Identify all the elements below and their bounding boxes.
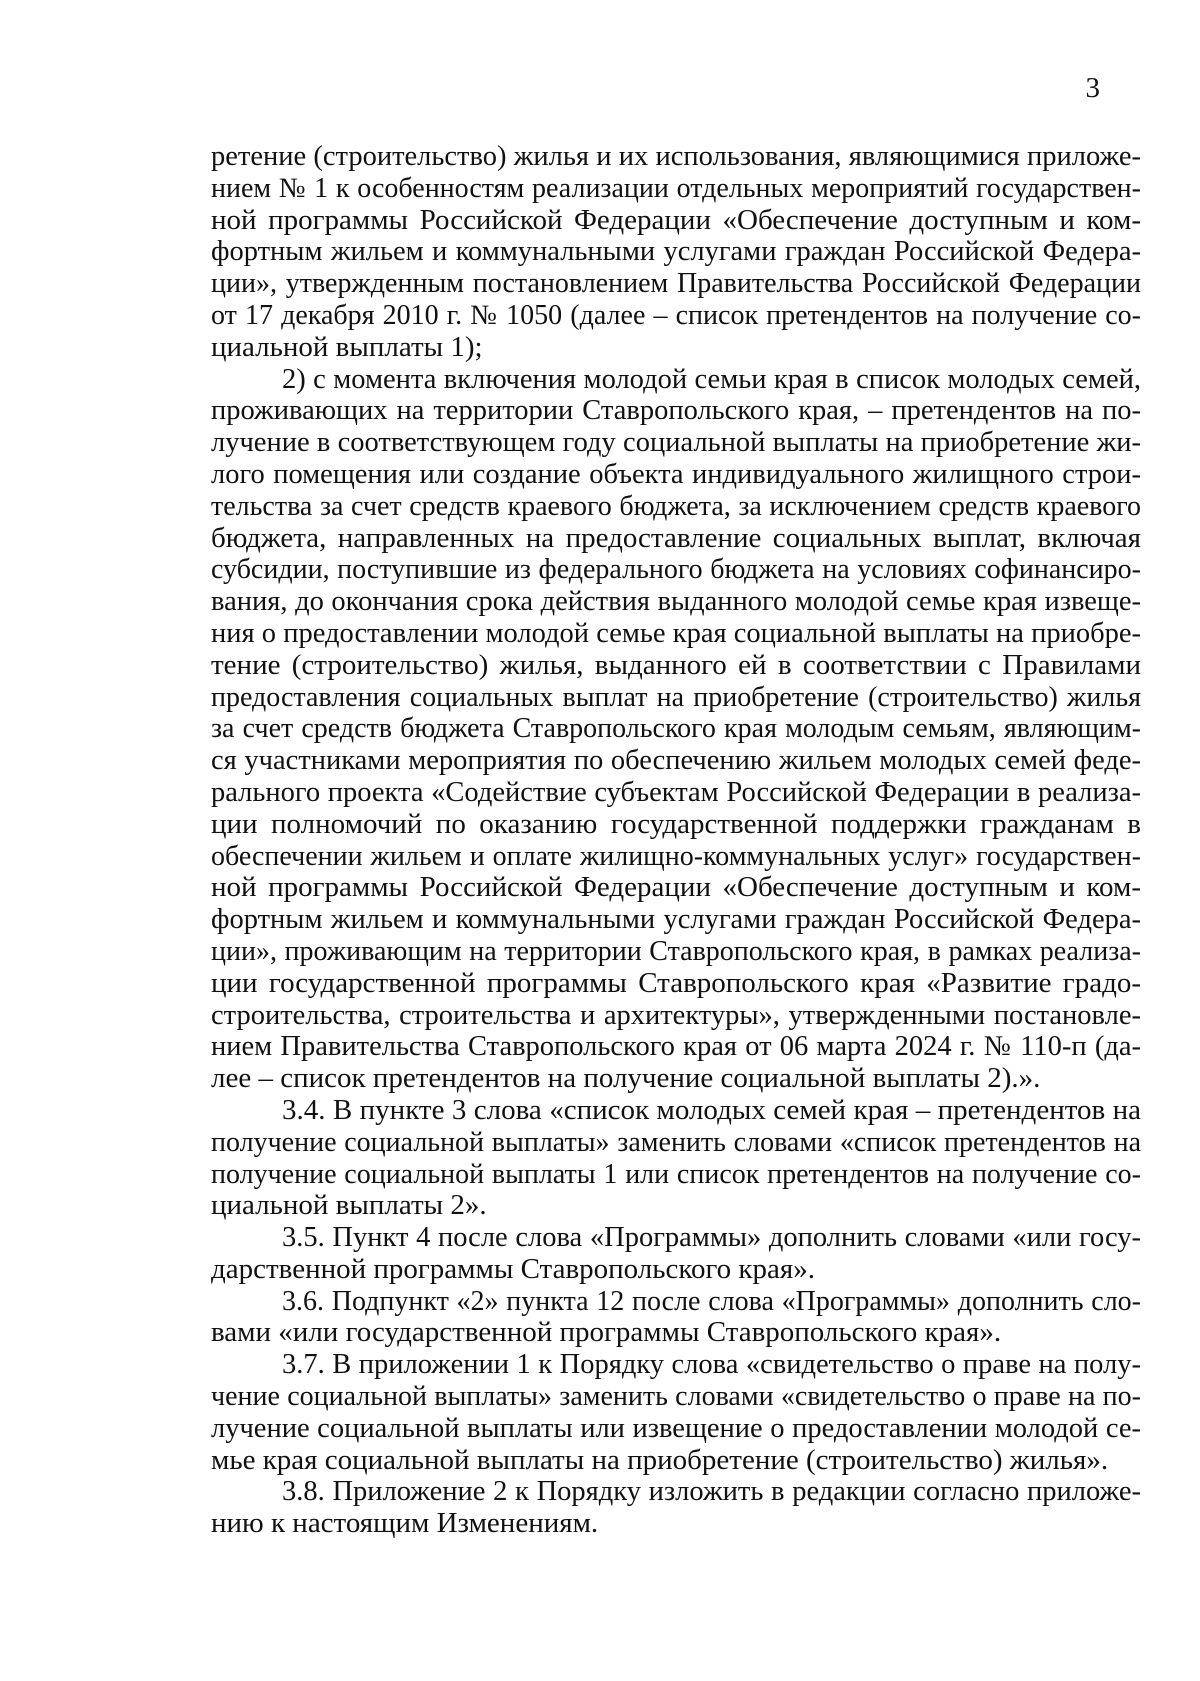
text-line: 3.7. В приложении 1 к Порядку слова «свидетельство о праве на полу- xyxy=(282,1349,1141,1381)
text-line: нием Правительства Ставропольского края от 06 марта 2024 г. № 110-п (да- xyxy=(211,1031,1141,1063)
text-line: ной программы Российской Федерации «Обеспечение доступным и ком- xyxy=(211,204,1141,236)
text-line: строительства, строительства и архитектуры», утвержденными постановле- xyxy=(211,999,1141,1031)
text-line: ной программы Российской Федерации «Обеспечение доступным и ком- xyxy=(211,872,1141,904)
text-line: фортным жильем и коммунальными услугами граждан Российской Федера- xyxy=(211,904,1141,936)
text-line: мье края социальной выплаты на приобретение (строительство) жилья». xyxy=(211,1444,1109,1476)
text-line: проживающих на территории Ставропольского края, – претендентов на по- xyxy=(211,395,1141,427)
text-line: 3.5. Пункт 4 после слова «Программы» дополнить словами «или госу- xyxy=(282,1222,1141,1254)
text-line: ся участниками мероприятия по обеспечению жильем молодых семей феде- xyxy=(211,745,1141,777)
page-number: 3 xyxy=(1085,72,1100,104)
text-line: чение социальной выплаты» заменить словами «свидетельство о праве на по- xyxy=(211,1381,1141,1413)
text-line: вания, до окончания срока действия выданного молодой семье края извеще- xyxy=(211,586,1141,618)
text-line: циальной выплаты 2». xyxy=(211,1190,487,1222)
text-line: получение социальной выплаты» заменить словами «список претендентов на xyxy=(211,1126,1141,1158)
text-line: 3.4. В пункте 3 слова «список молодых семей края – претендентов на xyxy=(282,1094,1141,1126)
text-line: тельства за счет средств краевого бюджета, за исключением средств краевого xyxy=(211,490,1141,522)
text-line: лучение в соответствующем году социальной выплаты на приобретение жи- xyxy=(211,427,1141,459)
text-line: лучение социальной выплаты или извещение о предоставлении молодой се- xyxy=(211,1412,1141,1444)
text-line: 3.8. Приложение 2 к Порядку изложить в редакции согласно приложе- xyxy=(282,1476,1141,1508)
text-line: нием № 1 к особенностям реализации отдельных мероприятий государствен- xyxy=(211,172,1141,204)
text-line: циальной выплаты 1); xyxy=(211,331,483,363)
text-line: бюджета, направленных на предоставление социальных выплат, включая xyxy=(211,522,1141,554)
text-line: ции полномочий по оказанию государственной поддержки гражданам в xyxy=(211,808,1141,840)
text-line: ции», утвержденным постановлением Правительства Российской Федерации xyxy=(211,268,1141,300)
text-line: ции государственной программы Ставропольского края «Развитие градо- xyxy=(211,967,1141,999)
text-line: лого помещения или создание объекта индивидуального жилищного строи- xyxy=(211,458,1141,490)
text-line: за счет средств бюджета Ставропольского края молодым семьям, являющим- xyxy=(211,713,1141,745)
text-line: фортным жильем и коммунальными услугами граждан Российской Федера- xyxy=(211,236,1141,268)
text-line: 2) с момента включения молодой семьи края в список молодых семей, xyxy=(282,363,1141,395)
text-line: субсидии, поступившие из федерального бюджета на условиях софинансиро- xyxy=(211,554,1141,586)
text-line: тение (строительство) жилья, выданного ей в соответствии с Правилами xyxy=(211,649,1141,681)
text-line: обеспечении жильем и оплате жилищно-коммунальных услуг» государствен- xyxy=(211,840,1141,872)
text-line: нию к настоящим Изменениям. xyxy=(211,1508,599,1540)
document-body xyxy=(211,141,1141,1540)
text-line: предоставления социальных выплат на приобретение (строительство) жилья xyxy=(211,681,1141,713)
text-line: ния о предоставлении молодой семье края социальной выплаты на приобре- xyxy=(211,617,1141,649)
text-line: лее – список претендентов на получение социальной выплаты 2).». xyxy=(211,1063,1041,1095)
text-line: ретение (строительство) жилья и их использования, являющимися приложе- xyxy=(211,141,1141,172)
text-line: дарственной программы Ставропольского края». xyxy=(211,1253,815,1285)
text-line: получение социальной выплаты 1 или список претендентов на получение со- xyxy=(211,1158,1141,1190)
text-line: от 17 декабря 2010 г. № 1050 (далее – список претендентов на получение со- xyxy=(211,299,1141,331)
text-line: вами «или государственной программы Ставропольского края». xyxy=(211,1317,1002,1349)
text-line: ции», проживающим на территории Ставропольского края, в рамках реализа- xyxy=(211,935,1141,967)
text-line: рального проекта «Содействие субъектам Российской Федерации в реализа- xyxy=(211,776,1141,808)
text-line: 3.6. Подпункт «2» пункта 12 после слова «Программы» дополнить сло- xyxy=(282,1285,1141,1317)
